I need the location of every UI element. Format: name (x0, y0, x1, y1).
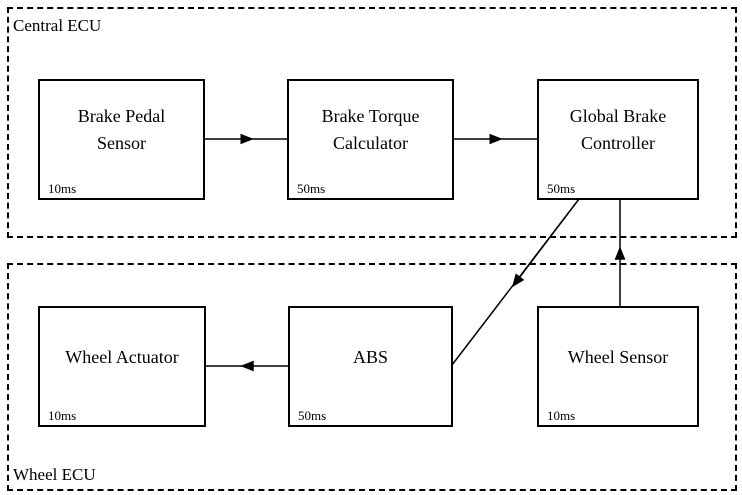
brake-torque-calculator-period: 50ms (297, 181, 326, 196)
brake-torque-calculator-block (287, 79, 454, 200)
abs-name: ABS (352, 347, 388, 367)
central-ecu-label: Central ECU (13, 16, 102, 35)
abs-block (288, 306, 453, 427)
brake-pedal-sensor-name: Brake Pedal Sensor (77, 106, 166, 153)
global-brake-controller-name: Global Brake Controller (569, 106, 667, 153)
brake-pedal-sensor-period: 10ms (48, 181, 77, 196)
brake-pedal-sensor-block (38, 79, 205, 200)
abs-period: 50ms (298, 408, 327, 423)
wheel-actuator-name: Wheel Actuator (65, 347, 179, 367)
wheel-actuator-block (38, 306, 206, 427)
wheel-ecu-label: Wheel ECU (13, 465, 96, 484)
wheel-actuator-period: 10ms (48, 408, 77, 423)
global-brake-controller-period: 50ms (547, 181, 576, 196)
wheel-sensor-name: Wheel Sensor (567, 347, 669, 367)
global-brake-controller-block (537, 79, 699, 200)
wheel-sensor-period: 10ms (547, 408, 576, 423)
brake-torque-calculator-name: Brake Torque Calculator (321, 106, 420, 153)
wheel-sensor-block (537, 306, 699, 427)
